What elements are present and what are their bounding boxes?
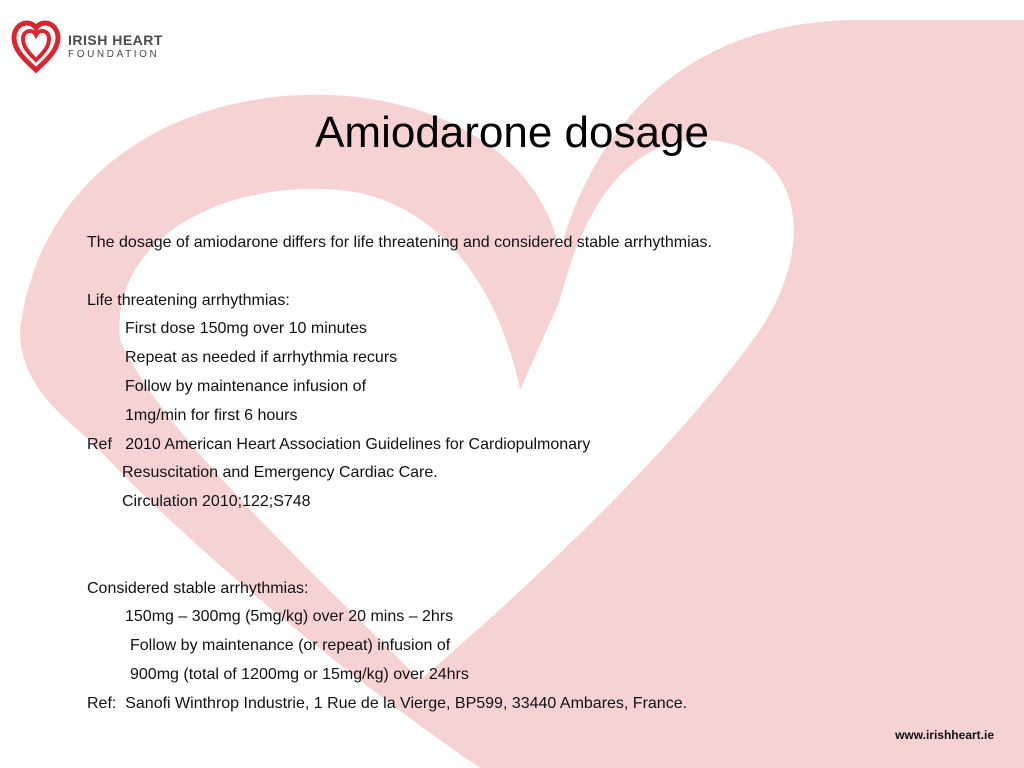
intro-text: The dosage of amiodarone differs for life threatening and considered stable arrhythmias. xyxy=(87,234,712,251)
life-threatening-reference-line: Circulation 2010;122;S748 xyxy=(122,493,311,511)
stable-heading: Considered stable arrhythmias: xyxy=(87,579,309,597)
stable-line: 150mg – 300mg (5mg/kg) over 20 mins – 2hrs xyxy=(125,608,454,626)
spacer xyxy=(87,258,987,287)
stable-line: 900mg (total of 1200mg or 15mg/kg) over 24hrs xyxy=(130,665,469,683)
logo-text-foundation: FOUNDATION xyxy=(68,49,160,60)
stable-reference: Ref: Sanofi Winthrop Industrie, 1 Rue de la Vierge, BP599, 33440 Ambares, France. xyxy=(87,694,688,712)
life-threatening-line: First dose 150mg over 10 minutes xyxy=(125,320,367,338)
stable-line: Follow by maintenance (or repeat) infusion of xyxy=(130,637,451,655)
life-threatening-line: 1mg/min for first 6 hours xyxy=(125,406,298,424)
slide-body xyxy=(87,229,987,719)
life-threatening-reference: Ref 2010 American Heart Association Guidelines for Cardiopulmonary xyxy=(87,435,591,453)
life-threatening-reference-line: Resuscitation and Emergency Cardiac Care. xyxy=(122,464,438,482)
slide-title: Amiodarone dosage xyxy=(315,108,709,157)
logo-text-irish-heart: IRISH HEART xyxy=(68,32,163,48)
life-threatening-line: Repeat as needed if arrhythmia recurs xyxy=(125,349,398,367)
footer-website-link[interactable]: www.irishheart.ie xyxy=(895,728,994,742)
irish-heart-foundation-logo[interactable] xyxy=(10,18,170,78)
spacer xyxy=(87,517,987,575)
heart-logo-icon xyxy=(10,18,62,76)
life-threatening-line: Follow by maintenance infusion of xyxy=(125,377,367,395)
life-threatening-heading: Life threatening arrhythmias: xyxy=(87,291,290,309)
